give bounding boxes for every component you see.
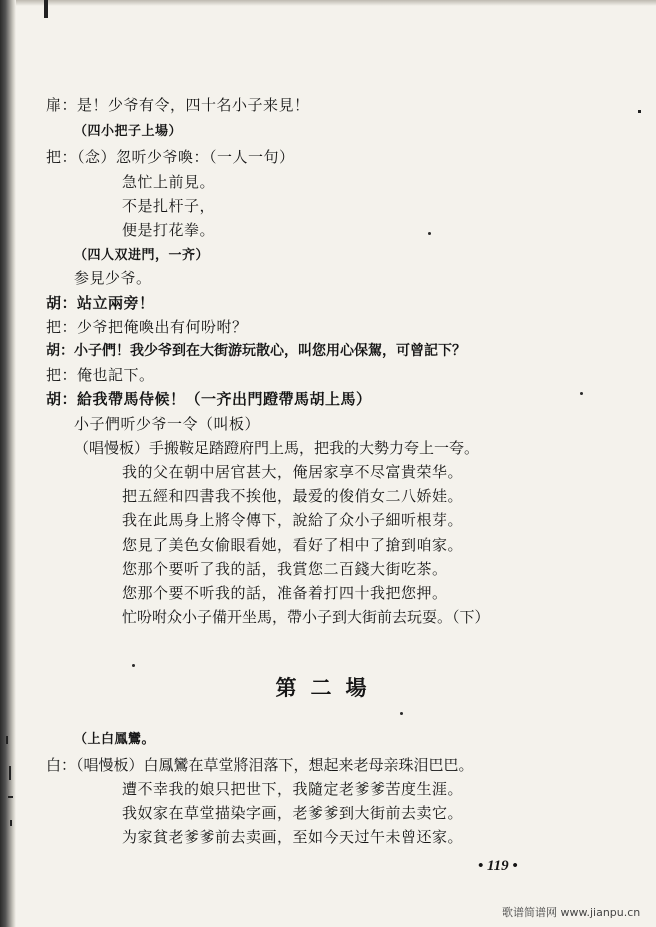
scan-speck <box>400 712 403 715</box>
page-number: • 119 • <box>478 858 518 874</box>
script-line: 胡：小子們！我少爷到在大街游玩散心，叫您用心保駕，可曾記下？ <box>46 343 466 359</box>
scan-mark <box>10 820 12 826</box>
script-line: 小子們听少爷一令（叫板） <box>74 415 261 433</box>
script-line: 您見了美色女偷眼看她，看好了相中了搶到咱家。 <box>122 536 464 554</box>
script-line: 您那个要不听我的話，准备着打四十我把您押。 <box>122 584 448 602</box>
scan-mark <box>44 0 48 18</box>
script-line: 胡：站立兩旁！ <box>46 294 155 312</box>
script-line: 扉：是！少爷有令，四十名小子来見！ <box>46 96 310 114</box>
stage-direction: （上白鳳鸞。 <box>74 732 156 747</box>
script-line: 胡：給我帶馬侍候！（一齐出門蹬帶馬胡上馬） <box>46 390 372 408</box>
script-line: 我奴家在草堂描染字画，老爹爹到大街前去卖它。 <box>122 804 464 822</box>
script-line: 把：俺也記下。 <box>46 366 155 384</box>
script-line: 把：少爷把俺喚出有何吩咐？ <box>46 318 248 336</box>
site-watermark: 歌谱简谱网 www.jianpu.cn <box>502 906 641 919</box>
script-line: 忙吩咐众小子備开坐馬，帶小子到大街前去玩耍。（下） <box>122 608 490 626</box>
scan-mark <box>638 110 641 113</box>
script-line: 为家貧老爹爹前去卖画，至如今天过午未曾还家。 <box>122 828 464 846</box>
scan-top-edge <box>16 0 656 6</box>
scene-title: 第二場 <box>275 676 381 700</box>
stage-direction: （四人双进門，一齐） <box>74 248 210 263</box>
script-line: 我的父在朝中居官甚大，俺居家享不尽富貴荣华。 <box>122 463 464 481</box>
script-line: 急忙上前見。 <box>122 173 216 191</box>
stage-direction: （四小把子上場） <box>74 124 183 139</box>
scan-mark <box>8 796 13 798</box>
script-line: 白：（唱慢板）白鳳鸞在草堂將泪落下，想起来老母亲珠泪巴巴。 <box>46 756 474 774</box>
script-line: 把五經和四書我不挨他，最爱的俊俏女二八娇娃。 <box>122 487 464 505</box>
script-line: 您那个要听了我的話，我賞您二百錢大街吃茶。 <box>122 560 448 578</box>
script-line: 我在此馬身上將令傳下，說給了众小子細听根芽。 <box>122 511 464 529</box>
scan-mark <box>9 766 11 780</box>
scan-mark <box>6 736 8 744</box>
script-line: 把：（念）忽听少爷喚：（一人一句） <box>46 148 295 166</box>
scan-speck <box>132 664 135 667</box>
scan-speck <box>428 232 431 235</box>
scan-speck <box>580 392 583 395</box>
script-line: 遭不幸我的娘只把世下，我隨定老爹爹苦度生涯。 <box>122 780 464 798</box>
binding-edge <box>0 0 16 927</box>
script-line: 不是扎杆子， <box>122 197 216 215</box>
script-line: 便是打花拳。 <box>122 221 216 239</box>
script-line: （唱慢板）手搬鞍足踏蹬府門上馬，把我的大勢力夸上一夸。 <box>74 439 480 457</box>
script-line: 参見少爷。 <box>74 269 152 287</box>
